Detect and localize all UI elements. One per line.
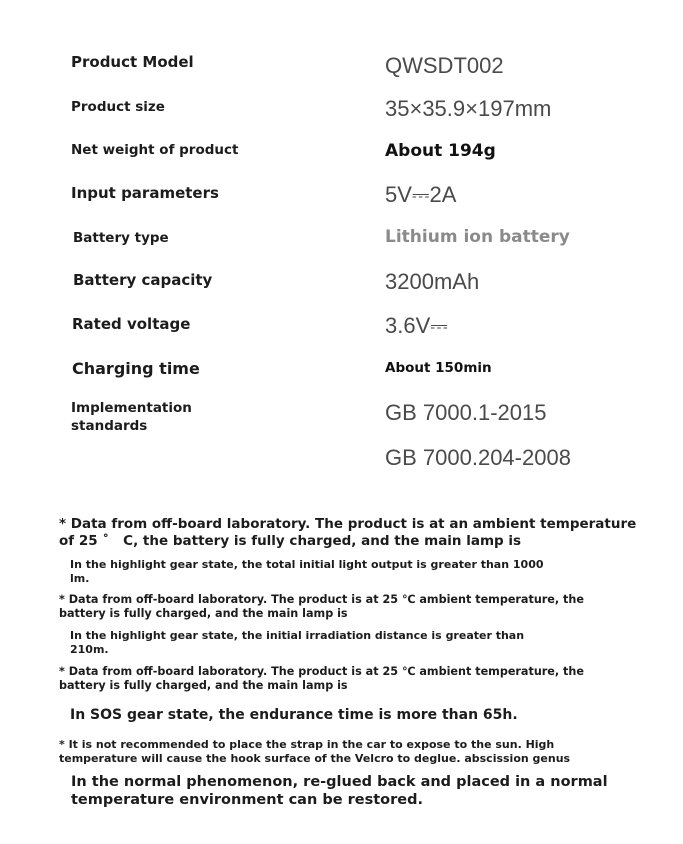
note-1-line-2: of 25 ˚ C, the battery is fully charged, and the main lamp is (59, 532, 522, 549)
spec-value-size: 35×35.9×197mm (385, 96, 552, 121)
spec-value-voltage: 3.6V⎓ (385, 313, 448, 338)
spec-value-battery-type: Lithium ion battery (385, 227, 570, 247)
note-1-detail-line-1: In the highlight gear state, the total initial light output is greater than 1000 (70, 558, 544, 571)
spec-label-input: Input parameters (71, 184, 219, 202)
spec-label-capacity: Battery capacity (73, 271, 213, 289)
spec-label-voltage: Rated voltage (72, 315, 191, 333)
note-1-detail (70, 558, 544, 586)
spec-value-model: QWSDT002 (385, 53, 504, 78)
spec-value-weight: About 194g (385, 141, 496, 161)
note-4-detail-line-1: In the normal phenomenon, re-glued back and placed in a normal (71, 774, 608, 790)
note-2 (59, 593, 584, 621)
note-4-detail-line-2: temperature environment can be restored. (71, 792, 423, 809)
spec-value-input: 5V⎓2A (385, 182, 457, 207)
note-3 (59, 665, 584, 693)
note-2-line-1: * Data from off-board laboratory. The product is at 25 ℃ ambient temperature, the (59, 593, 584, 606)
spec-value-standard-1: GB 7000.1-2015 (385, 400, 547, 425)
spec-label-charging: Charging time (72, 359, 200, 378)
note-4 (59, 738, 570, 766)
spec-value-capacity: 3200mAh (385, 269, 480, 294)
note-2-detail (70, 629, 524, 657)
spec-label-standards-line1: Implementation (71, 400, 192, 416)
note-3-detail: In SOS gear state, the endurance time is more than 65h. (70, 707, 518, 723)
note-1 (59, 516, 636, 550)
note-1-line-1: * Data from off-board laboratory. The product is at an ambient temperature (59, 516, 637, 532)
note-2-detail-line-1: In the highlight gear state, the initial irradiation distance is greater than (70, 629, 525, 642)
note-4-line-1: * It is not recommended to place the strap in the car to expose to the sun. High (59, 738, 555, 751)
spec-label-size: Product size (71, 99, 165, 115)
spec-label-battery-type: Battery type (73, 230, 169, 246)
spec-label-standards-line2: standards (71, 418, 148, 434)
note-1-detail-line-2: lm. (70, 571, 90, 585)
spec-value-standard-2: GB 7000.204-2008 (385, 445, 571, 470)
note-3-line-2: battery is fully charged, and the main lamp is (59, 679, 348, 692)
spec-label-weight: Net weight of product (71, 142, 239, 158)
spec-value-charging: About 150min (385, 360, 492, 376)
spec-label-model: Product Model (71, 53, 194, 71)
note-4-line-2: temperature will cause the hook surface of the Velcro to deglue. abscission genus (59, 751, 571, 765)
note-2-detail-line-2: 210m. (70, 642, 109, 656)
note-4-detail (71, 773, 608, 809)
spec-label-standards (71, 399, 192, 435)
note-2-line-2: battery is fully charged, and the main lamp is (59, 607, 348, 620)
note-3-line-1: * Data from off-board laboratory. The product is at 25 ℃ ambient temperature, the (59, 665, 584, 678)
